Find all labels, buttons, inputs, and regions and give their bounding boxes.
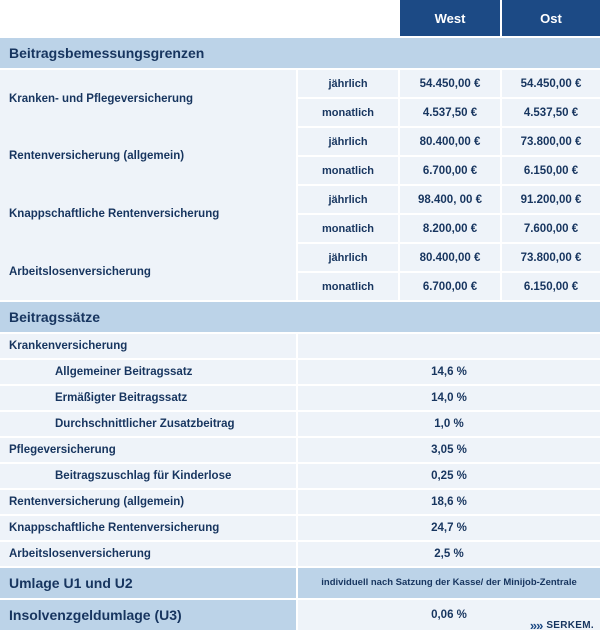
section-title-insolvenz: Insolvenzgeldumlage (U3) [0,599,296,631]
value-west: 6.700,00 € [400,272,500,301]
period-yearly: jährlich [298,243,398,272]
row-label-rentenversicherung: Rentenversicherung (allgemein) [0,127,296,185]
value-ost: 6.150,00 € [502,156,600,185]
table-row [0,515,600,541]
period-monthly: monatlich [298,272,398,301]
rate-value: 0,25 % [298,463,600,489]
rate-label-pflegeversicherung: Pflegeversicherung [0,437,296,463]
value-ost: 6.150,00 € [502,272,600,301]
value-ost: 7.600,00 € [502,214,600,243]
header-col-ost: Ost [502,0,600,37]
section-title-umlage: Umlage U1 und U2 [0,567,296,599]
rate-value: 14,0 % [298,385,600,411]
rate-label-allgemeiner-beitragssatz: Allgemeiner Beitragssatz [0,359,296,385]
table-header-row [0,0,600,37]
table-row [0,385,600,411]
row-label-knappschaft: Knappschaftliche Rentenversicherung [0,185,296,243]
period-monthly: monatlich [298,214,398,243]
value-west: 4.537,50 € [400,98,500,127]
section-title-limits: Beitragsbemessungsgrenzen [0,37,600,69]
section-row-rates [0,301,600,333]
rate-label-ermaessigter-beitragssatz: Ermäßigter Beitragssatz [0,385,296,411]
row-label-arbeitslosen: Arbeitslosenversicherung [0,243,296,301]
row-label-kranken-pflege: Kranken- und Pflegeversicherung [0,69,296,127]
period-monthly: monatlich [298,98,398,127]
section-title-rates: Beitragssätze [0,301,600,333]
table-row [0,411,600,437]
value-west: 54.450,00 € [400,69,500,98]
period-yearly: jährlich [298,185,398,214]
rate-value: 24,7 % [298,515,600,541]
rate-value: 2,5 % [298,541,600,567]
value-west: 98.400, 00 € [400,185,500,214]
table-row [0,69,600,98]
insolvenz-row [0,599,600,631]
period-yearly: jährlich [298,127,398,156]
header-blank-cell [0,0,398,37]
rate-label-krankenversicherung: Krankenversicherung [0,333,296,359]
value-west: 6.700,00 € [400,156,500,185]
value-ost: 4.537,50 € [502,98,600,127]
rate-label-arbeitslosen: Arbeitslosenversicherung [0,541,296,567]
rate-value: 3,05 % [298,437,600,463]
rate-label-kinderlose: Beitragszuschlag für Kinderlose [0,463,296,489]
rate-value: 1,0 % [298,411,600,437]
table-row [0,463,600,489]
table-row [0,127,600,156]
table-row [0,489,600,515]
umlage-row [0,567,600,599]
rate-label-knappschaft: Knappschaftliche Rentenversicherung [0,515,296,541]
rate-value: 18,6 % [298,489,600,515]
umlage-note: individuell nach Satzung der Kasse/ der Minijob-Zentrale [298,567,600,599]
brand-footer [530,619,594,632]
section-row-limits [0,37,600,69]
rate-value-empty [298,333,600,359]
value-west: 80.400,00 € [400,127,500,156]
serkem-logo-icon: »» [529,618,543,633]
insolvenz-value: 0,06 % [298,599,600,631]
value-ost: 91.200,00 € [502,185,600,214]
period-monthly: monatlich [298,156,398,185]
table-row [0,333,600,359]
value-west: 8.200,00 € [400,214,500,243]
header-col-west: West [400,0,500,37]
brand-name: SERKEM. [546,620,594,631]
value-ost: 54.450,00 € [502,69,600,98]
value-ost: 73.800,00 € [502,243,600,272]
table-row [0,437,600,463]
table-row [0,541,600,567]
rate-label-rentenversicherung: Rentenversicherung (allgemein) [0,489,296,515]
value-west: 80.400,00 € [400,243,500,272]
table-row [0,243,600,272]
period-yearly: jährlich [298,69,398,98]
value-ost: 73.800,00 € [502,127,600,156]
table-row [0,185,600,214]
rate-value: 14,6 % [298,359,600,385]
rate-label-zusatzbeitrag: Durchschnittlicher Zusatzbeitrag [0,411,296,437]
table-row [0,359,600,385]
